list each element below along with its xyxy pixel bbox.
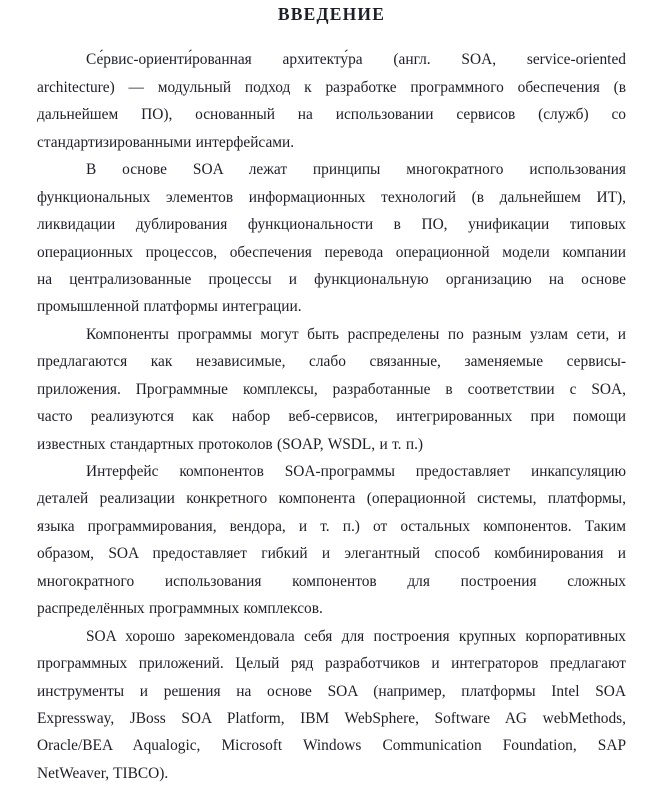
paragraph	[37, 156, 626, 321]
text-line: известных стандартных протоколов (SOAP, WSDL, и т. п.)	[37, 435, 424, 453]
text-line: ликвидации дублирования функциональности в ПО, унификации типовых	[37, 216, 626, 234]
text-line: дальнейшем ПО), основанный на использовании сервисов (служб) со	[37, 106, 626, 124]
paragraph	[37, 623, 626, 788]
text-line: SOA хорошо зарекомендовала себя для построения крупных корпоративных	[86, 627, 626, 645]
text-line: на централизованные процессы и функциональную организацию на основе	[37, 270, 626, 288]
text-line: многократного использования компонентов для построения сложных	[37, 572, 626, 590]
text-line: распределённых программных комплексов.	[37, 600, 323, 618]
text-line: инструменты и решения на основе SOA (например, платформы Intel SOA	[37, 682, 626, 700]
text-line: образом, SOA предоставляет гибкий и элегантный способ комбинирования и	[37, 545, 626, 563]
document-body	[37, 0, 626, 787]
text-line: Oracle/BEA Aqualogic, Microsoft Windows Communication Foundation, SAP	[37, 737, 626, 755]
text-line: часто реализуются как набор веб-сервисов, интегрированных при помощи	[37, 408, 626, 426]
text-line: architecture) — модульный подход к разработке программного обеспечения (в	[37, 78, 626, 96]
page-title: ВВЕДЕНИЕ	[277, 4, 386, 24]
text-line: приложения. Программные комплексы, разработанные в соответствии с SOA,	[37, 380, 626, 398]
text-line: В основе SOA лежат принципы многократного использования	[86, 161, 626, 179]
paragraph	[37, 321, 626, 458]
text-line: промышленной платформы интеграции.	[37, 298, 302, 316]
text-line: Компоненты программы могут быть распределены по разным узлам сети, и	[86, 325, 626, 343]
text-line: Expressway, JBoss SOA Platform, IBM WebSphere, Software AG webMethods,	[37, 709, 626, 727]
text-line: NetWeaver, TIBCO).	[37, 764, 169, 782]
text-line: предлагаются как независимые, слабо связанные, заменяемые сервисы-	[37, 353, 626, 371]
text-line: программных приложений. Целый ряд разработчиков и интеграторов предлагают	[37, 655, 626, 673]
text-line: операционных процессов, обеспечения перевода операционной модели компании	[37, 243, 626, 261]
text-line: стандартизированными интерфейсами.	[37, 133, 295, 151]
paragraph	[37, 46, 626, 156]
text-line: деталей реализации конкретного компонента (операционной системы, платформы,	[37, 490, 626, 508]
paragraph	[37, 458, 626, 623]
text-line: языка программирования, вендора, и т. п.) от остальных компонентов. Таким	[37, 517, 626, 535]
text-line: Интерфейс компонентов SOA-программы предоставляет инкапсуляцию	[86, 463, 626, 481]
text-line: Се́рвис-ориенти́рованная архитекту́ра (англ. SOA, service-oriented	[86, 51, 626, 69]
text-line: функциональных элементов информационных технологий (в дальнейшем ИТ),	[37, 188, 626, 206]
